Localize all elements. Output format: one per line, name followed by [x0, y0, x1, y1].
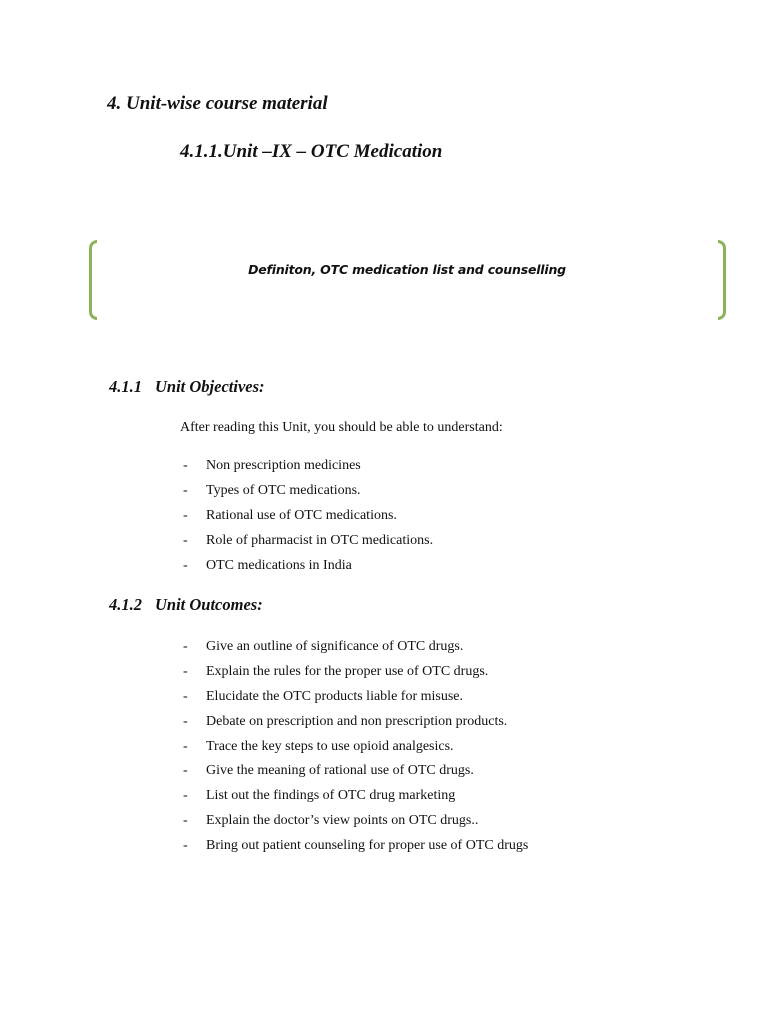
bullet-dash: - [183, 688, 188, 704]
list-item [180, 784, 528, 809]
callout-caption: Definiton, OTC medication list and counselling [248, 262, 566, 277]
outcomes-number: 4.1.2 [109, 595, 142, 614]
outcomes-list [180, 635, 528, 859]
outcomes-title: Unit Outcomes: [155, 595, 263, 614]
objectives-intro: After reading this Unit, you should be able to understand: [180, 420, 503, 435]
objectives-number: 4.1.1 [109, 377, 142, 396]
list-item [180, 735, 528, 760]
unit-subheading: 4.1.1.Unit –IX – OTC Medication [180, 141, 443, 162]
list-item [180, 834, 528, 859]
list-item [180, 660, 528, 685]
bullet-dash: - [183, 763, 188, 779]
list-item [180, 479, 433, 504]
bullet-dash: - [183, 639, 188, 654]
unit-heading: 4. Unit-wise course material [107, 93, 328, 114]
bullet-dash: - [183, 738, 188, 754]
list-item [180, 809, 528, 834]
bullet-dash: - [183, 557, 188, 573]
list-item-text: Give an outline of significance of OTC drugs. [206, 639, 464, 654]
list-item [180, 635, 528, 660]
bullet-dash: - [183, 713, 188, 729]
list-item [180, 759, 528, 784]
list-item-text: List out the findings of OTC drug marketing [206, 788, 456, 804]
list-item [180, 554, 433, 579]
list-item-text: Rational use of OTC medications. [206, 507, 397, 523]
list-item-text: Explain the rules for the proper use of OTC drugs. [206, 663, 489, 679]
bullet-dash: - [183, 532, 188, 548]
callout-right-bracket [718, 240, 726, 320]
list-item-text: Elucidate the OTC products liable for misuse. [206, 688, 463, 704]
callout-left-bracket [89, 240, 97, 320]
bullet-dash: - [183, 813, 188, 829]
bullet-dash: - [183, 507, 188, 523]
list-item-text: OTC medications in India [206, 557, 352, 573]
list-item-text: Trace the key steps to use opioid analgesics. [206, 738, 454, 754]
list-item-text: Types of OTC medications. [206, 482, 361, 498]
list-item [180, 504, 433, 529]
list-item-text: Explain the doctor’s view points on OTC drugs.. [206, 813, 479, 829]
objectives-title: Unit Objectives: [155, 377, 265, 396]
bullet-dash: - [183, 482, 188, 498]
bullet-dash: - [183, 663, 188, 679]
list-item [180, 685, 528, 710]
list-item-text: Non prescription medicines [206, 458, 361, 473]
objectives-heading [109, 377, 265, 397]
list-item [180, 454, 433, 479]
list-item-text: Give the meaning of rational use of OTC drugs. [206, 763, 474, 779]
list-item [180, 529, 433, 554]
bullet-dash: - [183, 458, 188, 473]
objectives-list [180, 454, 433, 578]
bullet-dash: - [183, 838, 188, 854]
list-item-text: Role of pharmacist in OTC medications. [206, 532, 434, 548]
list-item-text: Debate on prescription and non prescription products. [206, 713, 508, 729]
list-item [180, 710, 528, 735]
list-item-text: Bring out patient counseling for proper use of OTC drugs [206, 838, 529, 854]
outcomes-heading [109, 595, 263, 615]
bullet-dash: - [183, 788, 188, 804]
